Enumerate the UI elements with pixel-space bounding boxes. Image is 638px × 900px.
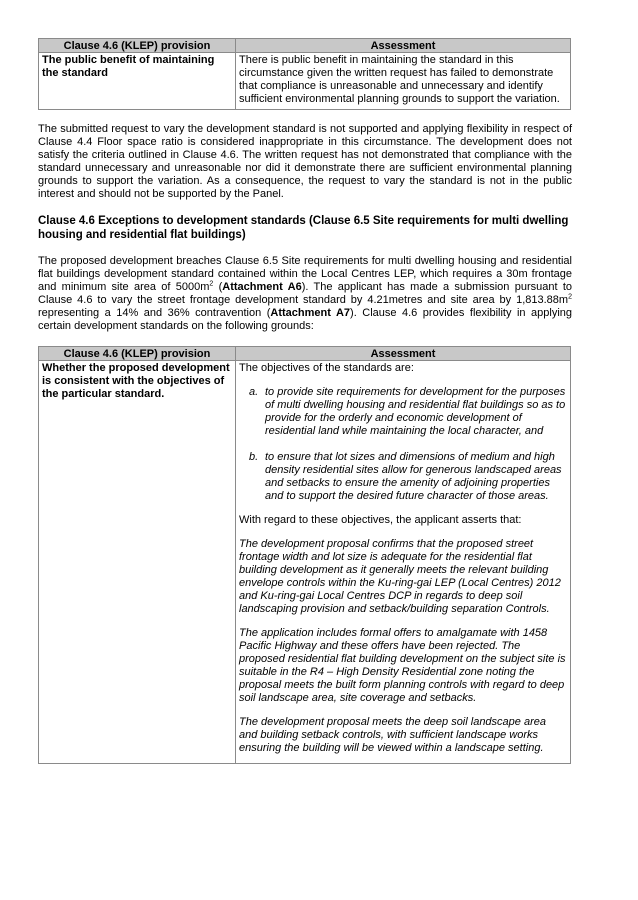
applicant-assertion-intro: With regard to these objectives, the applicant asserts that: [239,514,522,526]
table-header-row [39,39,571,53]
table-row [39,361,571,764]
provision-cell: The public benefit of maintaining the standard [39,53,236,110]
provision-cell: Whether the proposed development is consistent with the objectives of the particular standard. [39,361,236,764]
table-header-row [39,347,571,361]
assessment-cell [236,361,571,764]
table-row [39,53,571,110]
column-header-provision: Clause 4.6 (KLEP) provision [39,39,236,53]
objectives-intro: The objectives of the standards are: [239,362,414,374]
assertion-paragraph: The application includes formal offers to amalgamate with 1458 Pacific Highway and these offers have been rejected. The proposed residential flat building development on the subject site is suitable in the R4 – High Density Residential zone noting the proposal meets the built form planning controls with regard to deep soil landscape area, site coverage and setbacks. [239,627,566,704]
assessment-table-2 [38,346,571,764]
attachment-a7-reference: Attachment A7 [270,307,351,319]
list-item: a. to provide site requirements for development for the purposes of multi dwelling housing and residential flat buildings so as to provide for the orderly and economic development of residential land while maintaining the local character, and [249,386,566,437]
paragraph-fsr-conclusion: The submitted request to vary the development standard is not supported and applying flexibility in respect of Clause 4.4 Floor space ratio is considered inappropriate in this circumstance. The development does not satisfy the criteria outlined in Clause 4.6. The written request has not demonstrated that compliance with the standard unnecessary and unreasonable nor did it demonstrate there are sufficient environmental planning grounds to support the variation. As a consequence, the request to vary the standard is not in the public interest and should not be supported by the Panel. [38,123,572,200]
assessment-cell: There is public benefit in maintaining the standard in this circumstance given the written request has failed to demonstrate that compliance is unreasonable and unnecessary and identify sufficient environmental planning grounds to support the variation. [236,53,571,110]
section-heading: Clause 4.6 Exceptions to development standards (Clause 6.5 Site requirements for multi dwelling housing and residential flat buildings) [38,215,569,241]
assertion-paragraph: The development proposal confirms that the proposed street frontage width and lot size is adequate for the residential flat building development as it generally meets the relevant building envelope controls within the Ku-ring-gai LEP (Local Centres) 2012 and Ku-ring-gai Local Centres DCP in regards to deep soil landscaping provision and setback/building separation Controls. [239,538,561,615]
objectives-list [239,386,567,503]
column-header-assessment: Assessment [236,347,571,361]
assertion-paragraph: The development proposal meets the deep soil landscape area and building setback controls, with sufficient landscape works ensuring the building will be viewed within a landscape setting. [239,716,546,754]
document-page [38,38,572,764]
column-header-provision: Clause 4.6 (KLEP) provision [39,347,236,361]
paragraph-site-requirements: The proposed development breaches Clause 6.5 Site requirements for multi dwelling housing and residential flat buildings development standard contained within the Local Centres LEP, which requires a 30m frontage and minimum site area of $5000m^2$ (Attachment A6). The applicant has made a submission pursuant to Clause 4.6 to vary the street frontage development standard by 4.21metres and site area by $1,813.88m^2$ representing a 14% and 36% contravention (Attachment A7). Clause 4.6 provides flexibility in applying certain development standards on the following grounds: [38,255,572,332]
attachment-a6-reference: Attachment A6 [222,281,302,293]
assessment-table-1 [38,38,571,110]
column-header-assessment: Assessment [236,39,571,53]
list-item: b. to ensure that lot sizes and dimensions of medium and high density residential sites allow for generous landscaped areas and setbacks to ensure the amenity of adjoining properties and to support the desired future character of those areas. [249,451,562,502]
